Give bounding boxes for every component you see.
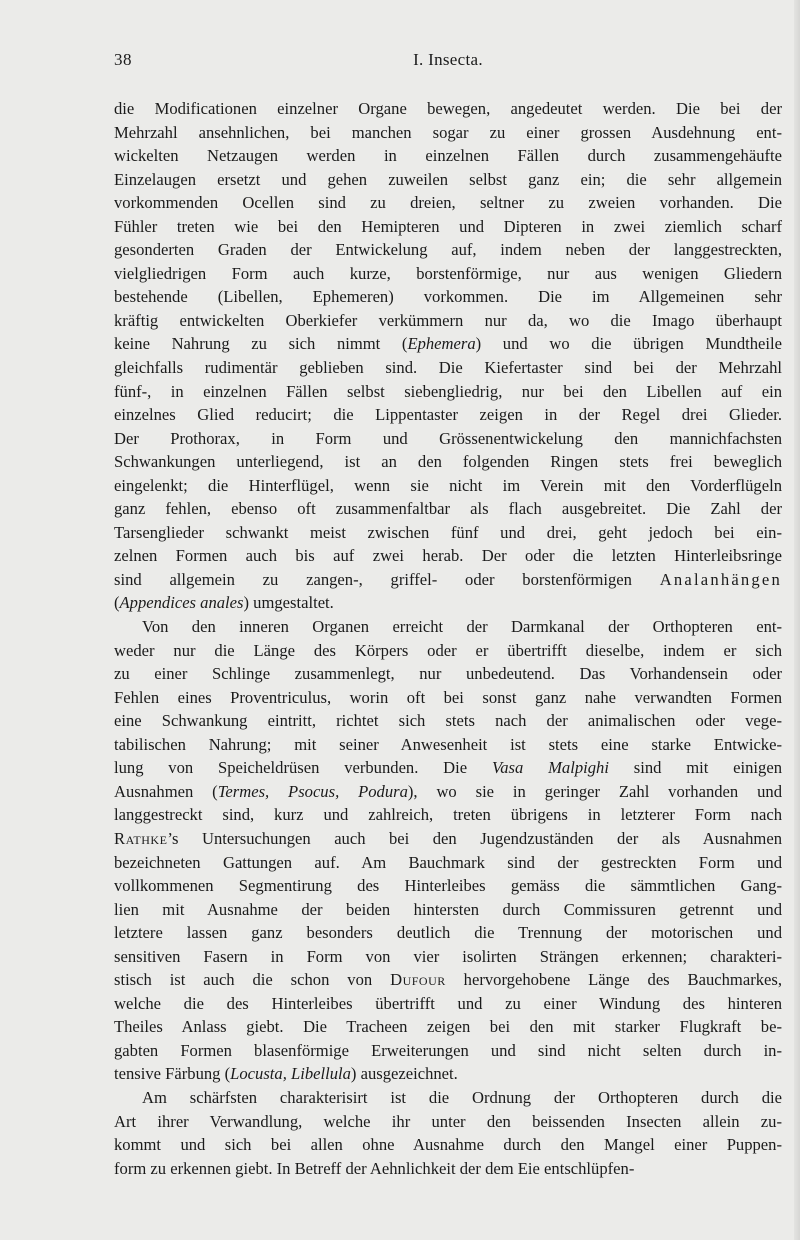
text-run: fünf-, in einzelnen Fällen selbst siebengliedrig, nur bei den Libellen auf ein (114, 381, 782, 401)
text-line (114, 427, 782, 451)
text-line (114, 803, 782, 827)
text-run: zelnen Formen auch bis auf zwei herab. Der oder die letzten Hinterleibsringe (114, 546, 782, 566)
text-line (114, 874, 782, 898)
text-line (114, 709, 782, 733)
text-line (114, 686, 782, 710)
text-line (114, 1015, 782, 1039)
text-run: welche die des Hinterleibes übertrifft und zu einer Windung des hinteren (114, 993, 782, 1013)
text-run: ’s Untersuchungen auch bei den Jugendzuständen der als Ausnahmen (167, 828, 782, 848)
text-line (114, 403, 782, 427)
text-line (114, 356, 782, 380)
text-run: ) umgestaltet. (243, 593, 334, 613)
text-line (114, 544, 782, 568)
text-run: langgestreckt sind, kurz und zahlreich, treten übrigens in letzterer Form nach (114, 805, 782, 825)
text-run: sind mit einigen (608, 758, 783, 778)
text-run: ganz fehlen, ebenso oft zusammenfaltbar als flach ausgebreitet. Die Zahl der (114, 499, 782, 519)
italic-text: Termes, Psocus, Podura (217, 781, 408, 801)
text-run: bezeichneten Gattungen auf. Am Bauchmark sind der gestreckten Form und (114, 852, 782, 872)
text-run: Fehlen eines Proventriculus, worin oft bei sonst ganz nahe verwandten Formen (114, 687, 782, 707)
text-run: vorkommenden Ocellen sind zu dreien, seltner zu zweien vorhanden. Die (114, 193, 782, 213)
text-line (114, 309, 782, 333)
text-run: gesonderten Graden der Entwickelung auf, indem neben der langgestreckten, (114, 240, 782, 260)
text-line (114, 615, 782, 639)
text-line (114, 1110, 782, 1134)
text-run: keine Nahrung zu sich nimmt ( (114, 334, 408, 354)
page-edge (794, 0, 800, 1240)
text-line (114, 1086, 782, 1110)
text-run: form zu erkennen giebt. In Betreff der Aehnlichkeit der dem Eie entschlüpfen- (114, 1158, 635, 1178)
text-run: sind allgemein zu zangen-, griffel- oder borstenförmigen (114, 569, 660, 589)
text-line (114, 1062, 782, 1086)
text-run: Ausnahmen ( (114, 781, 218, 801)
italic-text: Vasa Malpighi (491, 758, 609, 778)
text-line (114, 591, 782, 615)
text-line (114, 332, 782, 356)
text-run: tabilischen Nahrung; mit seiner Anwesenheit ist stets eine starke Entwicke- (114, 734, 782, 754)
text-line (114, 450, 782, 474)
text-run: lung von Speicheldrüsen verbunden. Die (114, 758, 492, 778)
text-line (114, 380, 782, 404)
text-line (114, 827, 782, 851)
text-run: tensive Färbung ( (114, 1064, 231, 1084)
text-run: vielgliedrigen Form auch kurze, borstenförmige, nur aus wenigen Gliedern (114, 263, 782, 283)
text-line (114, 262, 782, 286)
text-line (114, 898, 782, 922)
text-line (114, 639, 782, 663)
text-line (114, 521, 782, 545)
text-line (114, 851, 782, 875)
text-run: Theiles Anlass giebt. Die Tracheen zeigen bei den mit starker Flugkraft be- (114, 1017, 782, 1037)
text-line (114, 756, 782, 780)
text-line (114, 1039, 782, 1063)
text-run: Einzelaugen ersetzt und gehen zuweilen selbst ganz ein; die sehr allgemein (114, 169, 782, 189)
text-run: sensitiven Fasern in Form von vier isolirten Strängen erkennen; charakteri- (114, 946, 782, 966)
text-run: Tarsenglieder schwankt meist zwischen fünf und drei, geht jedoch bei ein- (114, 522, 782, 542)
text-line (114, 144, 782, 168)
author-name: Rathke (114, 828, 168, 848)
text-line (114, 968, 782, 992)
text-run: ( (114, 593, 120, 613)
text-run: vollkommenen Segmentirung des Hinterleibes gemäss die sämmtlichen Gang- (114, 876, 782, 896)
text-run: Mehrzahl ansehnlichen, bei manchen sogar zu einer grossen Ausdehnung ent- (114, 122, 782, 142)
text-run: Schwankungen unterliegend, ist an den folgenden Ringen stets frei beweglich (114, 452, 782, 472)
text-run: eingelenkt; die Hinterflügel, wenn sie nicht im Verein mit den Vorderflügeln (114, 475, 782, 495)
page-header (114, 50, 782, 74)
text-line (114, 662, 782, 686)
spaced-term: Analanhängen (659, 569, 782, 589)
text-run: die Modificationen einzelner Organe bewegen, angedeutet werden. Die bei der (114, 99, 782, 118)
text-line (114, 780, 782, 804)
italic-text: Locusta, Libellula (230, 1064, 351, 1084)
text-line (114, 945, 782, 969)
text-line (114, 285, 782, 309)
text-line (114, 921, 782, 945)
text-run: zu einer Schlinge zusammenlegt, nur unbedeutend. Das Vorhandensein oder (114, 664, 782, 684)
text-run: lien mit Ausnahme der beiden hintersten durch Commissuren getrennt und (114, 899, 782, 919)
text-run: gabten Formen blasenförmige Erweiterungen und sind nicht selten durch in- (114, 1040, 782, 1060)
running-head: I. Insecta. (413, 50, 483, 69)
text-run: ), wo sie in geringer Zahl vorhanden und (407, 781, 782, 801)
text-run: einzelnes Glied reducirt; die Lippentaster zeigen in der Regel drei Glieder. (114, 405, 782, 425)
text-line (114, 1157, 782, 1181)
text-run: stisch ist auch die schon von (114, 970, 391, 990)
text-line (114, 97, 782, 121)
text-line (114, 238, 782, 262)
text-line (114, 992, 782, 1016)
text-run: Der Prothorax, in Form und Grössenentwickelung den mannichfachsten (114, 428, 782, 448)
page-number: 38 (114, 50, 132, 69)
text-run: kommt und sich bei allen ohne Ausnahme durch den Mangel einer Puppen- (114, 1135, 782, 1155)
text-run: letztere lassen ganz besonders deutlich die Trennung der motorischen und (114, 923, 782, 943)
text-line (114, 1133, 782, 1157)
text-line (114, 215, 782, 239)
italic-text: Appendices anales (119, 593, 244, 613)
text-line (114, 168, 782, 192)
text-run: kräftig entwickelten Oberkiefer verkümmern nur da, wo die Imago überhaupt (114, 310, 782, 330)
text-run: hervorgehobene Länge des Bauchmarkes, (445, 970, 782, 990)
text-line (114, 733, 782, 757)
body-text (114, 97, 782, 1180)
text-run: Art ihrer Verwandlung, welche ihr unter den beissenden Insecten allein zu- (114, 1111, 782, 1131)
text-run: Von den inneren Organen erreicht der Darmkanal der Orthopteren ent- (142, 617, 782, 637)
text-run: ) ausgezeichnet. (350, 1064, 458, 1084)
text-run: weder nur die Länge des Körpers oder er übertrifft dieselbe, indem er sich (114, 640, 782, 660)
text-line (114, 497, 782, 521)
text-line (114, 474, 782, 498)
text-run: eine Schwankung eintritt, richtet sich stets nach der animalischen oder vege- (114, 711, 782, 731)
italic-text: Ephemera (407, 334, 476, 354)
text-run: ) und wo die übrigen Mundtheile (475, 334, 782, 354)
text-run: wickelten Netzaugen werden in einzelnen Fällen durch zusammengehäufte (114, 146, 782, 166)
text-run: gleichfalls rudimentär geblieben sind. Die Kiefertaster sind bei der Mehrzahl (114, 358, 782, 378)
text-run: bestehende (Libellen, Ephemeren) vorkommen. Die im Allgemeinen sehr (114, 287, 782, 307)
text-run: Am schärfsten charakterisirt ist die Ordnung der Orthopteren durch die (142, 1087, 782, 1107)
text-line (114, 191, 782, 215)
author-name: Dufour (390, 970, 446, 990)
text-line (114, 121, 782, 145)
text-line (114, 568, 782, 592)
text-run: Fühler treten wie bei den Hemipteren und Dipteren in zwei ziemlich scharf (114, 216, 782, 236)
